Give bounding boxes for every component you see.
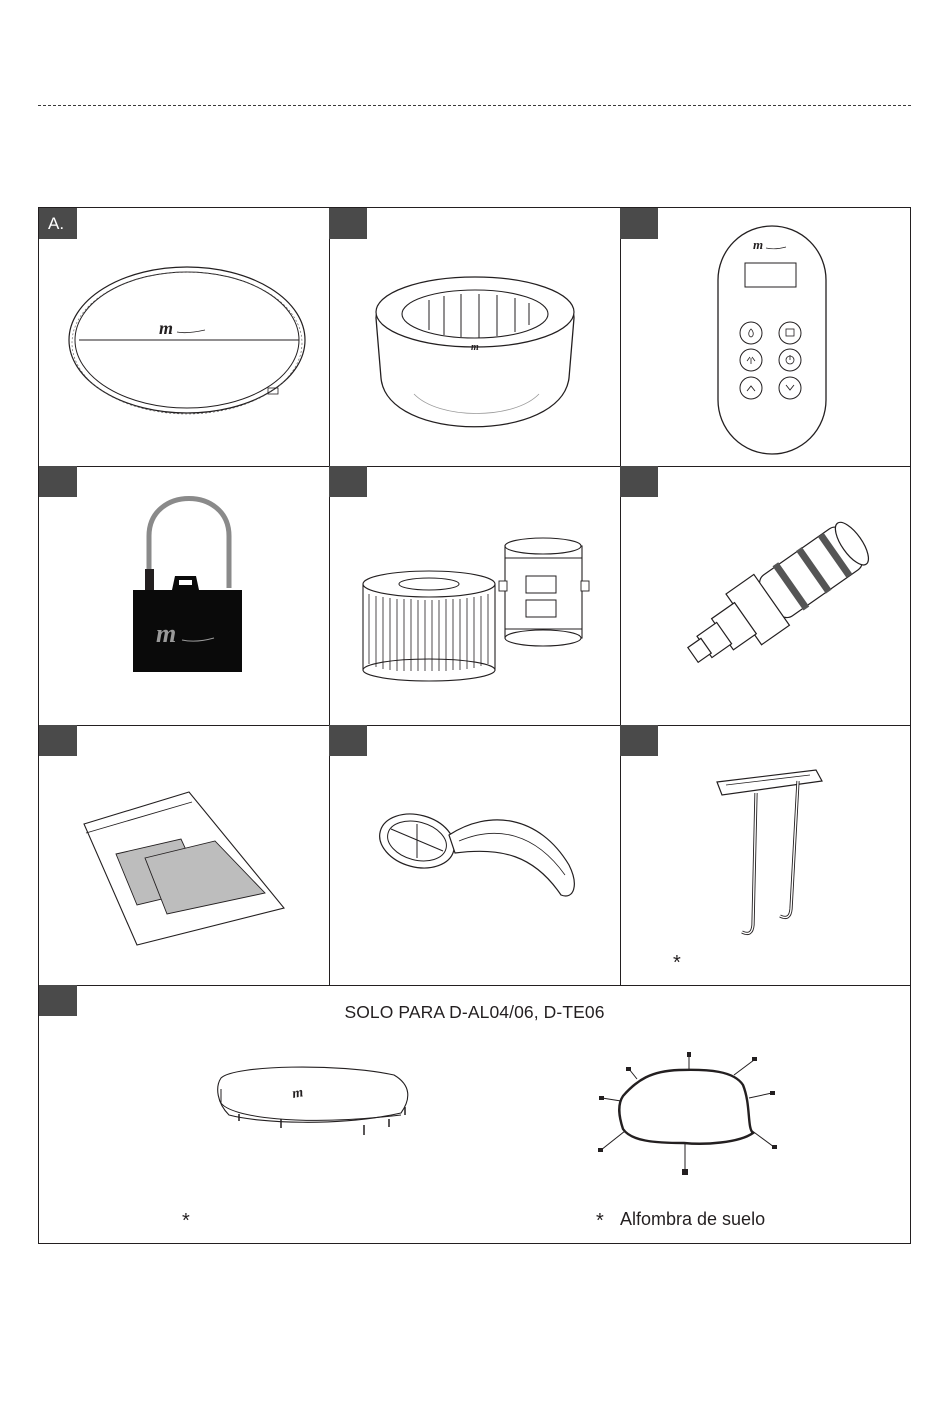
part-cell-filters	[329, 466, 620, 725]
asterisk-mark: *	[673, 952, 681, 974]
dashed-separator	[38, 105, 911, 106]
part-cell-spa	[329, 208, 620, 466]
part-cell-pump	[39, 466, 329, 725]
floor-mat-label: Alfombra de suelo	[620, 1209, 766, 1229]
asterisk-mark: *	[182, 1210, 190, 1232]
cup-holder-illustration	[620, 725, 910, 985]
floor-mat-illustration	[39, 985, 910, 1243]
asterisk-mark: *	[596, 1210, 604, 1232]
svg-text:m: m	[471, 342, 479, 353]
svg-text:m: m	[156, 619, 177, 648]
spa-cover-illustration	[39, 208, 329, 466]
control-panel-illustration	[620, 208, 910, 466]
model-note: SOLO PARA D-AL04/06, D-TE06	[344, 1002, 605, 1022]
valve-adapter-illustration	[620, 466, 910, 725]
cleaning-net-illustration	[329, 725, 620, 985]
part-cell-optional	[39, 985, 910, 1243]
part-cell-valve	[620, 466, 910, 725]
part-cell-cover	[39, 208, 329, 466]
part-cell-tray	[620, 725, 910, 985]
filter-cartridges-illustration	[329, 466, 620, 725]
part-cell-repair-kit	[39, 725, 329, 985]
pump-bag-illustration	[39, 466, 329, 725]
part-cell-cleaning-tool	[329, 725, 620, 985]
section-label: A.	[39, 208, 77, 239]
inflatable-spa-illustration	[329, 208, 620, 466]
repair-patch-illustration	[39, 725, 329, 985]
svg-text:m: m	[159, 318, 174, 338]
svg-text:m: m	[291, 1085, 305, 1102]
part-cell-remote	[620, 208, 910, 466]
svg-text:m: m	[753, 237, 764, 252]
parts-grid	[38, 207, 911, 1244]
